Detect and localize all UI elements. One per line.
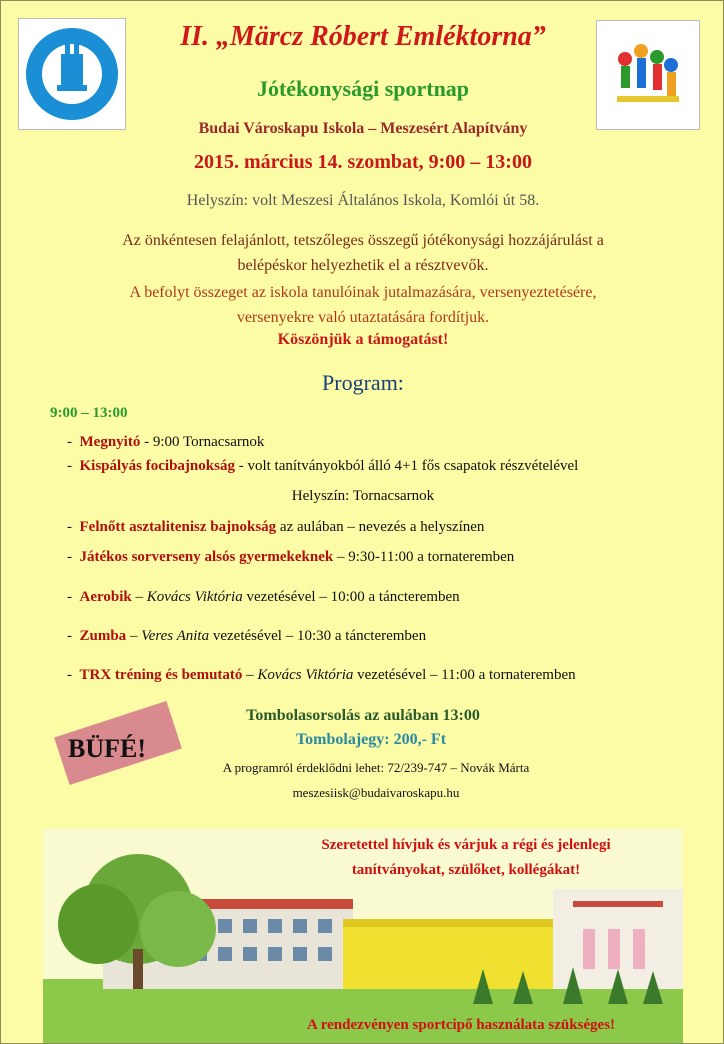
buffet-label: BÜFÉ! xyxy=(68,734,146,763)
contact-info xyxy=(171,755,581,805)
event-date: 2015. március 14. szombat, 9:00 – 13:00 xyxy=(194,151,532,173)
contact-phone: A programról érdeklődni lehet: 72/239-747 – Novák Márta xyxy=(222,760,530,775)
instructor: Kovács Viktória xyxy=(146,589,243,605)
event-title: II. „Märcz Róbert Emléktorna” xyxy=(180,21,546,52)
program-item-name: Zumba xyxy=(79,628,127,644)
program-item: - Megnyitó - 9:00 Tornacsarnok xyxy=(67,434,265,450)
invitation-line: tanítványokat, szülőket, kollégákat! xyxy=(351,862,581,878)
program-item: - Zumba – Veres Anita vezetésével – 10:30 a táncteremben xyxy=(67,628,427,644)
program-item: - Kispályás focibajnokság - volt tanítványokból álló 4+1 fős csapatok részvételével xyxy=(67,458,579,474)
program-item-name: Játékos sorverseny alsós gyermekeknek xyxy=(79,549,334,565)
program-item: - TRX tréning és bemutató – Kovács Viktória vezetésével – 11:00 a tornateremben xyxy=(67,667,576,683)
program-item-name: TRX tréning és bemutató xyxy=(79,667,243,683)
organizers: Budai Városkapu Iskola – Meszesért Alapítvány xyxy=(198,120,528,137)
venue: Helyszín: volt Meszesi Általános Iskola, Komlói út 58. xyxy=(186,192,540,209)
program-item-name: Felnőtt asztalitenisz bajnokság xyxy=(79,519,277,535)
invitation-line: Szeretettel hívjuk és várjuk a régi és jelenlegi xyxy=(321,837,611,853)
intro-line: A befolyt összeget az iskola tanulóinak jutalmazására, versenyeztetésére, xyxy=(129,284,597,301)
program-time: 9:00 – 13:00 xyxy=(50,405,128,421)
raffle-ticket-price: Tombolajegy: 200,- Ft xyxy=(295,731,447,748)
program-heading: Program: xyxy=(322,370,404,395)
sport-shoes-requirement: A rendezvényen sportcipő használata szükséges! xyxy=(306,1017,616,1033)
intro-line: Az önkéntesen felajánlott, tetszőleges összegű jótékonysági hozzájárulást a xyxy=(122,232,604,249)
program-item-name: Aerobik xyxy=(79,589,132,605)
intro-line: belépéskor helyezhetik el a résztvevők. xyxy=(237,257,489,274)
event-subtitle: Jótékonysági sportnap xyxy=(256,76,470,101)
instructor: Veres Anita xyxy=(141,628,210,644)
intro-line: versenyekre való utaztatására fordítjuk. xyxy=(236,309,490,326)
contact-email: meszesiisk@budaivaroskapu.hu xyxy=(292,785,460,800)
invitation-text xyxy=(266,833,666,883)
program-item: - Felnőtt asztalitenisz bajnokság az aulában – nevezés a helyszínen xyxy=(67,519,485,535)
program-item: - Játékos sorverseny alsós gyermekeknek – 9:30-11:00 a tornateremben xyxy=(67,549,515,565)
program-item-name: Megnyitó xyxy=(79,434,141,450)
intro-paragraph-1 xyxy=(1,228,724,278)
thanks-text: Köszönjük a támogatást! xyxy=(277,331,449,348)
program-item-name: Kispályás focibajnokság xyxy=(79,458,235,474)
football-location: Helyszín: Tornacsarnok xyxy=(291,488,435,504)
intro-paragraph-2 xyxy=(1,280,724,330)
raffle-text: Tombolasorsolás az aulában 13:00 xyxy=(246,707,480,724)
program-item: - Aerobik – Kovács Viktória vezetésével – 10:00 a táncteremben xyxy=(67,589,460,605)
instructor: Kovács Viktória xyxy=(257,667,354,683)
